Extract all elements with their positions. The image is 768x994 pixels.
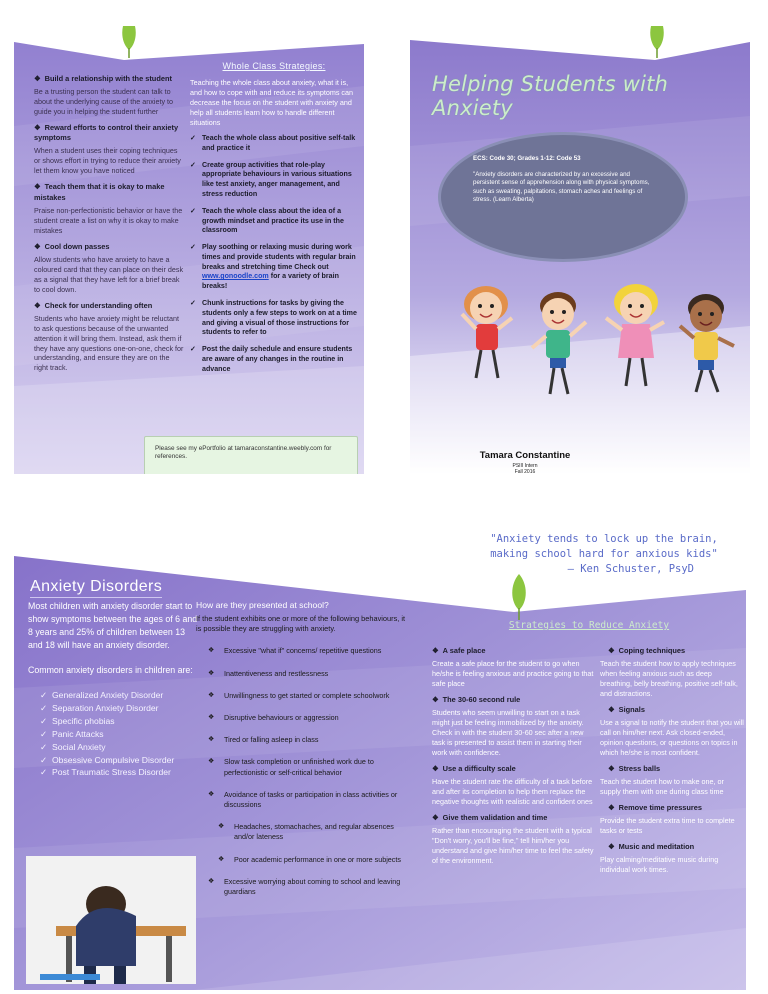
diamond-icon: ❖ bbox=[432, 695, 439, 705]
diamond-icon: ❖ bbox=[608, 803, 615, 813]
reduce-item: ❖ Music and meditation bbox=[608, 842, 695, 852]
reduce-body: Have the student rate the difficulty of a task before and after its completion to help them replace the negative thoughts with realistic and confident ones bbox=[432, 777, 593, 807]
brochure-panel-inside bbox=[14, 528, 746, 990]
behaviour-item: ❖ Headaches, stomachaches, and regular absences and/or lateness bbox=[218, 822, 412, 842]
whole-class-list bbox=[190, 134, 358, 374]
whole-class-strategies bbox=[190, 60, 358, 382]
disorders-section bbox=[28, 600, 198, 779]
presentation-section bbox=[196, 600, 412, 909]
whole-class-intro: Teaching the whole class about anxiety, what it is, and how to cope with and reduce its symptoms can decrease the focus on the student with anxiety and help all students learn how to handle different situations bbox=[190, 78, 354, 128]
presented-intro: If the student exhibits one or more of the following behaviours, it is possible they are struggling with anxiety. bbox=[196, 613, 406, 634]
strategy-body: Be a trusting person the student can talk to about the underlying cause of the anxiety to guide you in helping the student further bbox=[34, 87, 174, 117]
leaf-icon bbox=[646, 26, 668, 58]
strategy-body: Allow students who have anxiety to have a coloured card that they can place on their desk as a signal that they have left for a brief break to cool down. bbox=[34, 254, 184, 294]
leaf-icon bbox=[508, 572, 530, 620]
diamond-icon: ❖ bbox=[34, 74, 41, 83]
disorder-item: ✓ Separation Anxiety Disorder bbox=[40, 702, 198, 715]
diamond-icon: ❖ bbox=[432, 812, 439, 822]
strategy-item: ❖ Reward efforts to control their anxiety symptoms bbox=[34, 123, 179, 143]
quote-author: – Ken Schuster, PsyD bbox=[567, 562, 694, 575]
reduce-left-column bbox=[432, 640, 594, 866]
diamond-icon: ❖ bbox=[34, 182, 41, 192]
disorders-list bbox=[28, 689, 198, 779]
reduce-body: Rather than encouraging the student with a typical "Don't worry, you'll be fine," tell him/her you understand and give him/her time to feel the safety of the environment. bbox=[432, 826, 594, 865]
behaviour-item: ❖ Excessive "what if" concerns/ repetitive questions bbox=[208, 646, 412, 656]
reduce-body: Teach the student how to apply techniques when feeling anxious such as deep breathing, belly breathing, positive self-talk, and distractions. bbox=[600, 659, 738, 699]
diamond-icon: ❖ bbox=[432, 763, 439, 773]
whole-class-item: ✓ Create group activities that role-play appropriate behaviours in various situations like test anxiety, anger management, and stress reduction bbox=[190, 161, 358, 200]
definition-oval bbox=[438, 132, 688, 262]
reduce-body: Students who seem unwilling to start on a task might just be feeling immobilized by the anxiety. Check in with the student 30-60 sec after a new task is presented to assist them in starting their work with confidence. bbox=[432, 708, 584, 757]
diamond-icon: ❖ bbox=[34, 123, 41, 133]
behaviour-item: ❖ Slow task completion or unfinished work due to perfectionistic or self-critical behavior bbox=[208, 757, 412, 777]
reduce-body: Teach the student how to make one, or supply them with one during class time bbox=[600, 777, 724, 797]
strategy-item: ❖ Check for understanding often bbox=[34, 300, 153, 310]
references-note: Please see my ePortfolio at tamaraconstantine.weebly.com for references. bbox=[144, 436, 358, 474]
brochure-panel-cover bbox=[410, 26, 750, 474]
reduce-body: Play calming/meditative music during individual work times. bbox=[600, 855, 719, 875]
leaf-icon bbox=[118, 26, 140, 58]
disorder-item: ✓ Post Traumatic Stress Disorder bbox=[40, 766, 198, 779]
whole-class-item: ✓ Teach the whole class about positive self-talk and practice it bbox=[190, 134, 358, 154]
disorder-item: ✓ Generalized Anxiety Disorder bbox=[40, 689, 198, 702]
gonoodle-link[interactable]: www.gonoodle.com bbox=[202, 272, 269, 281]
behaviour-item: ❖ Unwillingness to get started or complete schoolwork bbox=[208, 691, 412, 701]
author-role: PSIII Intern bbox=[512, 463, 538, 469]
author-block bbox=[410, 450, 640, 474]
strategy-body: When a student uses their coping techniques or shows effort in trying to reduce their anxiety let them know you have noticed bbox=[34, 146, 181, 176]
whole-class-item: ✓ Post the daily schedule and ensure students are aware of any changes in the routine in advance bbox=[190, 345, 358, 374]
author-term: Fall 2016 bbox=[514, 469, 536, 474]
diamond-icon: ❖ bbox=[34, 241, 41, 251]
disorder-item: ✓ Panic Attacks bbox=[40, 728, 198, 741]
definition-text: "Anxiety disorders are characterized by an excessive and persistent sense of apprehension along with physical symptoms, such as sweating, palpitations, stomach aches and feelings of stress. (Learn Alberta) bbox=[473, 170, 650, 204]
disorder-item: ✓ Specific phobias bbox=[40, 715, 198, 728]
reduce-right-column bbox=[600, 640, 744, 875]
cartoon-children-illustration bbox=[456, 274, 746, 404]
common-disorders-label: Common anxiety disorders in children are: bbox=[28, 665, 193, 676]
strategy-body: Students who have anxiety might be reluctant to ask questions because of the unwanted attention it will bring them. Instead, ask them if they have any questions one-on-one, check for understanding, and ensure they are on the right track. bbox=[34, 313, 184, 373]
strategy-body: Praise non-perfectionistic behavior or have the student create a list on why it is okay to make mistakes bbox=[34, 205, 183, 235]
whole-class-title: Whole Class Strategies: bbox=[222, 61, 326, 71]
quote-text: "Anxiety tends to lock up the brain, making school hard for anxious kids" bbox=[490, 533, 718, 560]
whole-class-item: ✓ Teach the whole class about the idea of a growth mindset and practice its use in the classroom bbox=[190, 207, 358, 236]
reduce-body: Provide the student extra time to complete tasks or tests bbox=[600, 816, 735, 836]
reduce-item: ❖ A safe place bbox=[432, 646, 486, 655]
presented-title: How are they presented at school? bbox=[196, 600, 329, 610]
reduce-item: ❖ Coping techniques bbox=[608, 646, 686, 655]
disorders-intro: Most children with anxiety disorder start to show symptoms between the ages of 6 and 8 years and 25% of children between 13 and 18 will have an anxiety disorder. bbox=[28, 601, 198, 651]
author-name: Tamara Constantine bbox=[479, 450, 571, 461]
behaviour-item: ❖ Disruptive behaviours or aggression bbox=[208, 713, 412, 723]
behaviour-item: ❖ Poor academic performance in one or more subjects bbox=[218, 855, 412, 865]
whole-class-item: ✓ Chunk instructions for tasks by giving the students only a few steps to work on at a time and giving a visual of those instructions for students to refer to bbox=[190, 299, 358, 338]
reduce-body: Use a signal to notify the student that you will call on him/her next. Ask closed-ended, opinion questions, or questions on topics in which he/she is most confident. bbox=[600, 718, 744, 757]
reduce-title: Strategies to Reduce Anxiety bbox=[508, 620, 670, 631]
diamond-icon: ❖ bbox=[608, 842, 615, 852]
whole-class-item: ✓ Play soothing or relaxing music during work times and provide students with regular brain breaks and stretching time Check out www.gonoodle.com for a variety of brain breaks! bbox=[190, 243, 358, 292]
student-at-desk-photo bbox=[26, 856, 196, 984]
reduce-item: ❖ Signals bbox=[608, 704, 645, 714]
strategy-item: ❖ Teach them that it is okay to make mistakes bbox=[34, 182, 165, 202]
brochure-panel-strategies bbox=[14, 26, 364, 474]
codes-label: ECS: Code 30; Grades 1-12: Code 53 bbox=[473, 155, 581, 162]
behaviour-item: ❖ Tired or falling asleep in class bbox=[208, 735, 412, 745]
quote-block bbox=[484, 532, 724, 577]
behaviour-item: ❖ Excessive worrying about coming to school and leaving guardians bbox=[208, 877, 412, 897]
reduce-item: ❖ Use a difficulty scale bbox=[432, 763, 516, 773]
anxiety-disorders-title: Anxiety Disorders bbox=[30, 578, 162, 598]
diamond-icon: ❖ bbox=[608, 763, 615, 773]
strategy-item: ❖ Cool down passes bbox=[34, 241, 110, 251]
behaviour-item: ❖ Inattentiveness and restlessness bbox=[208, 669, 412, 679]
brochure-title: Helping Students with Anxiety bbox=[432, 72, 669, 120]
diamond-icon: ❖ bbox=[608, 704, 615, 714]
reduce-item: ❖ Give them validation and time bbox=[432, 812, 548, 822]
reduce-body: Create a safe place for the student to go when he/she is feeling anxious and practice going to that safe place bbox=[432, 659, 594, 689]
behaviours-list bbox=[196, 646, 412, 897]
reduce-item: ❖ Stress balls bbox=[608, 763, 661, 773]
diamond-icon: ❖ bbox=[608, 646, 615, 655]
reduce-item: ❖ Remove time pressures bbox=[608, 803, 703, 813]
reduce-item: ❖ The 30-60 second rule bbox=[432, 695, 521, 705]
individual-strategies bbox=[34, 68, 184, 373]
disorder-item: ✓ Obsessive Compulsive Disorder bbox=[40, 754, 198, 767]
diamond-icon: ❖ bbox=[432, 646, 439, 655]
strategy-item: ❖ Build a relationship with the student bbox=[34, 74, 172, 83]
disorder-item: ✓ Social Anxiety bbox=[40, 741, 198, 754]
diamond-icon: ❖ bbox=[34, 300, 41, 310]
behaviour-item: ❖ Avoidance of tasks or participation in class activities or discussions bbox=[208, 790, 412, 810]
